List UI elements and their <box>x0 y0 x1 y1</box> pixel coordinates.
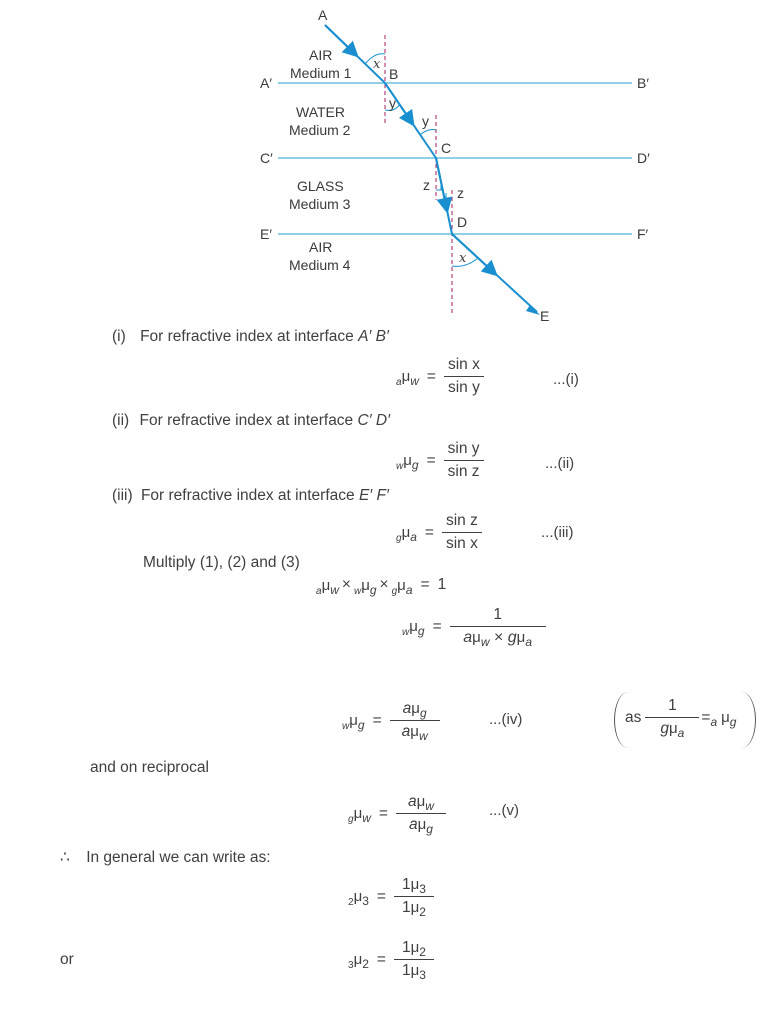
equation-6: 2 μ 3 = $\frac{1\mu_3}{1\mu_2}$ <box>348 874 434 919</box>
note-equation: as $\frac{1}{g\mu_a}$ = a μ g <box>625 697 737 740</box>
equation-tag-ii: ...(ii) <box>545 455 575 472</box>
equation-2: w μ g = $\frac{\text{sin y}}{\text{sin z}}$ <box>396 438 484 483</box>
label-d-prime: D′ <box>637 150 650 166</box>
interface-name: A′ B′ <box>358 328 389 345</box>
medium-1-label: Medium 1 <box>290 65 352 81</box>
step-text: For refractive index at interface <box>140 487 359 504</box>
equation-5: g μ w = $\frac{a\mu_w}{a\mu_g}$ <box>348 791 446 836</box>
product-equation: a μ w × w μ g × g μ a = 1 <box>316 576 447 597</box>
step-number: (iii) <box>112 487 133 504</box>
point-e-label: E <box>540 308 550 324</box>
medium-4-label: Medium 4 <box>289 257 351 273</box>
angle-z-1: z <box>423 177 430 193</box>
angle-y-1: y <box>389 95 396 111</box>
medium-3-label: Medium 3 <box>289 196 351 212</box>
multiply-text: Multiply (1), (2) and (3) <box>143 554 300 571</box>
step-number: (i) <box>112 328 126 345</box>
equation-tag-iv: ...(iv) <box>489 711 523 728</box>
light-ray <box>325 25 540 315</box>
angle-z-2: z <box>457 185 464 201</box>
medium-3-name: GLASS <box>297 178 344 194</box>
step-ii <box>112 412 390 430</box>
label-a-prime: A′ <box>260 75 272 91</box>
step-text: For refractive index at interface <box>139 412 358 429</box>
label-c-prime: C′ <box>260 150 273 166</box>
therefore-symbol: ∴ <box>60 849 70 866</box>
equation-3: g μ a = $\frac{\text{sin z}}{\text{sin x}}$ <box>396 510 482 555</box>
angle-x-top: x <box>373 57 381 72</box>
equation-tag-iii: ...(iii) <box>541 524 574 541</box>
label-f-prime: F′ <box>637 226 649 242</box>
interface-name: E′ F′ <box>358 487 389 504</box>
equation-7: 3 μ 2 = $\frac{1\mu_2}{1\mu_3}$ <box>348 937 434 982</box>
medium-1-name: AIR <box>309 47 333 63</box>
step-iii <box>112 487 389 505</box>
angle-y-2: y <box>422 113 429 129</box>
interface-name: C′ D′ <box>357 412 391 429</box>
medium-2-name: WATER <box>296 104 345 120</box>
point-a-label: A <box>318 7 328 23</box>
equation-tag-i: ...(i) <box>553 371 579 388</box>
equation-tag-v: ...(v) <box>489 802 519 819</box>
point-d-label: D <box>457 214 468 230</box>
label-b-prime: B′ <box>637 75 649 91</box>
fraction: $\frac{\text{sin x}}{\text{sin y}}$ <box>444 354 484 399</box>
point-c-label: C <box>441 140 452 156</box>
medium-2-label: Medium 2 <box>289 122 351 138</box>
step-text: For refractive index at interface <box>140 328 359 345</box>
general-statement: ∴ In general we can write as: <box>60 849 271 866</box>
equation-inverse: w μ g = $\frac{1}{a\mu_w \times g\mu_a}$ <box>402 604 546 649</box>
point-b-label: B <box>389 66 399 82</box>
refraction-diagram <box>0 0 777 330</box>
medium-4-name: AIR <box>309 239 333 255</box>
reciprocal-text: and on reciprocal <box>90 759 209 776</box>
label-e-prime: E′ <box>260 226 272 242</box>
step-number: (ii) <box>112 412 130 429</box>
or-text: or <box>60 951 74 968</box>
angle-x-bottom: x <box>459 251 467 266</box>
step-i <box>112 328 389 346</box>
equation-4: w μ g = $\frac{a\mu_g}{a\mu_w}$ <box>342 698 440 743</box>
equation-1: a μ w = $\frac{\text{sin x}}{\text{sin y}}$ <box>396 354 484 399</box>
